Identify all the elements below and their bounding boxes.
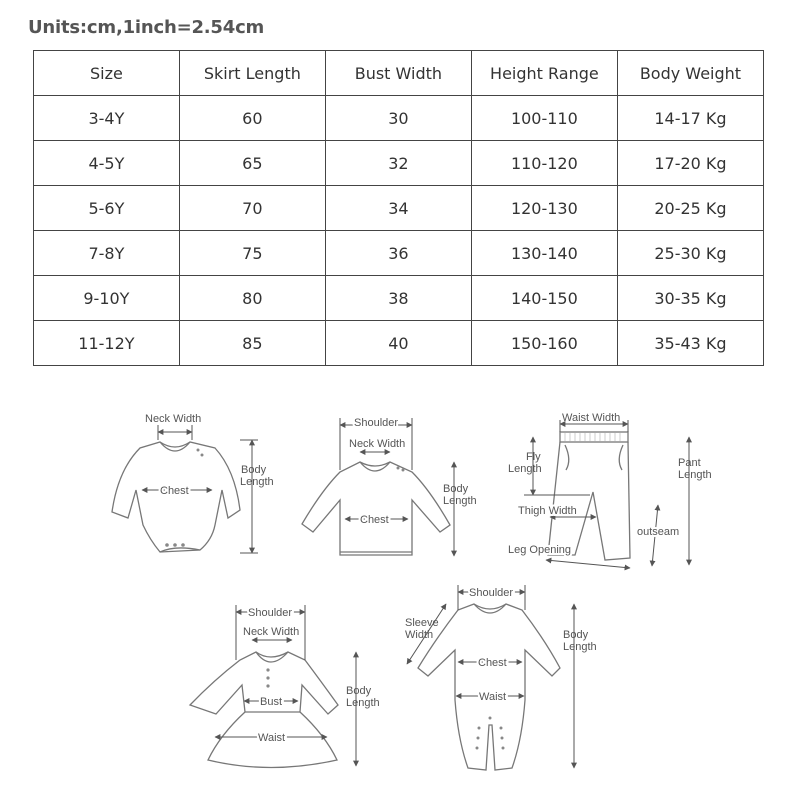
pants-pant-length-label: Length [678,469,712,481]
top-chest-label: Chest [360,514,389,526]
table-cell: 40 [325,321,471,366]
table-cell: 35-43 Kg [617,321,763,366]
table-cell: 5-6Y [34,186,180,231]
romper-shoulder-label: Shoulder [469,587,514,599]
romper-snaps [476,717,505,750]
table-cell: 60 [179,96,325,141]
table-cell: 120-130 [471,186,617,231]
romper-outline [418,604,560,770]
table-cell: 36 [325,231,471,276]
table-cell: 85 [179,321,325,366]
table-cell: 9-10Y [34,276,180,321]
table-cell: 3-4Y [34,96,180,141]
table-cell: 100-110 [471,96,617,141]
dress-shoulder-label: Shoulder [248,607,293,619]
table-cell: 7-8Y [34,231,180,276]
pants-thigh-width-label: Thigh Width [518,505,577,517]
header-skirt-length: Skirt Length [179,51,325,96]
romper-width-label: Width [405,629,434,641]
table-cell: 140-150 [471,276,617,321]
table-cell: 150-160 [471,321,617,366]
bodysuit-chest-label: Chest [160,485,189,497]
dress-bust-label: Bust [260,696,283,708]
romper-sleeve-label: Sleeve [405,617,439,629]
dress-waist-label: Waist [258,732,286,744]
dress-body-label: Body [346,685,372,697]
bodysuit-body-label: Body [241,464,267,476]
header-height-range: Height Range [471,51,617,96]
romper-body-label: Body [563,629,589,641]
top-neck-width-label: Neck Width [349,438,406,450]
pants-outseam-label: outseam [637,526,680,538]
table-cell: 65 [179,141,325,186]
romper-waist-label: Waist [479,691,507,703]
table-cell: 20-25 Kg [617,186,763,231]
table-cell: 4-5Y [34,141,180,186]
pants-leg-opening-label: Leg Opening [508,544,571,556]
top-shoulder-label: Shoulder [354,417,399,429]
top-length-label: Length [443,495,477,507]
header-body-weight: Body Weight [617,51,763,96]
table-cell: 32 [325,141,471,186]
bodysuit-length-label: Length [240,476,274,488]
table-cell: 130-140 [471,231,617,276]
pants-fly-label: Fly [526,451,541,463]
table-cell: 14-17 Kg [617,96,763,141]
table-cell: 11-12Y [34,321,180,366]
table-cell: 17-20 Kg [617,141,763,186]
header-bust-width: Bust Width [325,51,471,96]
table-cell: 70 [179,186,325,231]
table-cell: 34 [325,186,471,231]
table-cell: 75 [179,231,325,276]
pants-fly-length-label: Length [508,463,542,475]
bodysuit-neck-width-label: Neck Width [145,413,202,425]
top-body-label: Body [443,483,469,495]
units-note: Units:cm,1inch=2.54cm [28,17,265,38]
table-cell: 30-35 Kg [617,276,763,321]
table-cell: 80 [179,276,325,321]
table-cell: 25-30 Kg [617,231,763,276]
table-cell: 110-120 [471,141,617,186]
table-cell: 38 [325,276,471,321]
pants-pant-label: Pant [678,457,701,469]
header-size: Size [34,51,180,96]
romper-chest-label: Chest [478,657,507,669]
table-cell: 30 [325,96,471,141]
pants-waist-width-label: Waist Width [562,412,621,424]
dress-neck-width-label: Neck Width [243,626,300,638]
romper-length-label: Length [563,641,597,653]
dress-length-label: Length [346,697,380,709]
